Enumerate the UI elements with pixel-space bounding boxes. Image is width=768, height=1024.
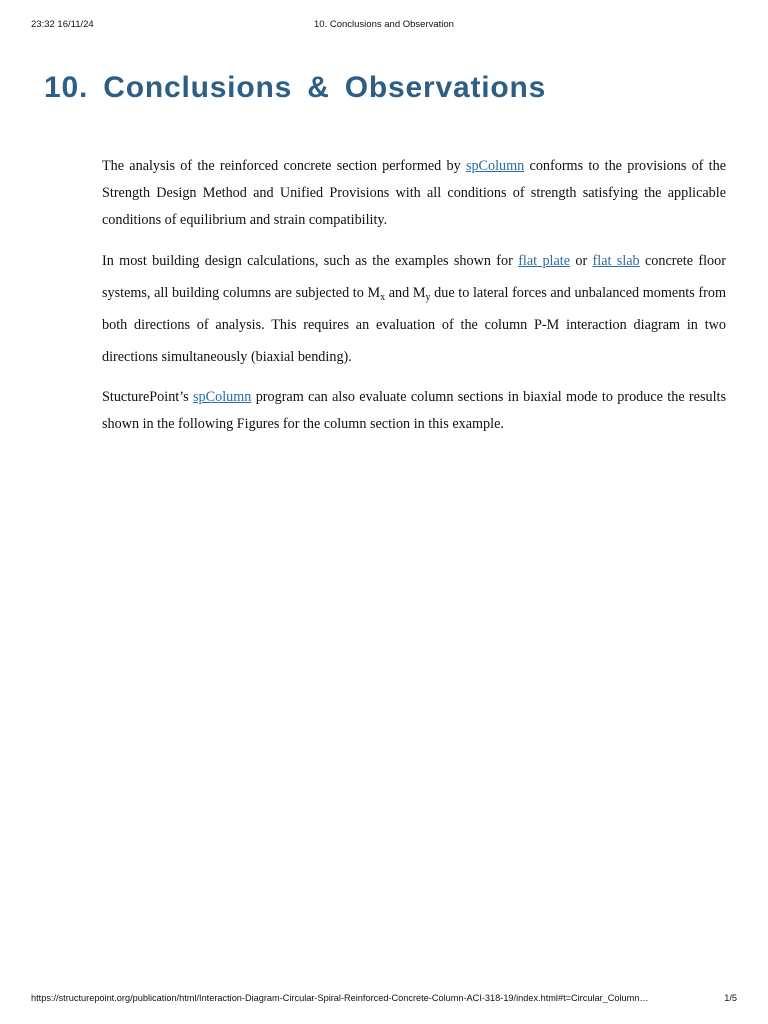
paragraph-text: and M <box>385 285 426 301</box>
paragraph-text: concrete floor systems, all building columns are subjected to M <box>102 253 726 301</box>
paragraph-biaxial-mode <box>102 384 726 438</box>
print-page-url: https://structurepoint.org/publication/html/Interaction-Diagram-Circular-Spiral-Reinforced-Concrete-Column-ACI-318-19/index.html#t=Circular_Column… <box>31 993 649 1003</box>
subscript-y: y <box>425 292 431 303</box>
spcolumn-link[interactable]: spColumn <box>465 158 525 174</box>
article-body <box>102 153 726 449</box>
paragraph-text: StucturePoint’s <box>102 389 194 405</box>
paragraph-text: program can also evaluate column sections in biaxial mode to produce the results shown in the following Figures for the column section in this example. <box>102 389 726 432</box>
paragraph-text: conforms to the provisions of the Strength Design Method and Unified Provisions with all conditions of strength satisfying the applicable conditions of equilibrium and strain compatibility. <box>102 158 726 228</box>
spcolumn-link[interactable]: spColumn <box>193 389 252 405</box>
paragraph-text: The analysis of the reinforced concrete section performed by <box>102 158 466 174</box>
print-header <box>31 19 737 33</box>
flat-plate-link[interactable]: flat plate <box>518 253 571 269</box>
page-title: 10. Conclusions & Observations <box>44 71 547 104</box>
paragraph-biaxial-bending <box>102 245 726 373</box>
print-document-title: 10. Conclusions and Observation <box>314 19 454 30</box>
print-page-number: 1/5 <box>724 993 737 1003</box>
subscript-x: x <box>380 292 386 303</box>
paragraph-text: due to lateral forces and unbalanced moments from both directions of analysis. This requires an evaluation of the column P-M interaction diagram in two directions simultaneously (biaxial bending). <box>102 285 726 365</box>
paragraph-spcolumn-conformance <box>102 153 726 234</box>
print-timestamp: 23:32 16/11/24 <box>31 19 94 30</box>
print-footer <box>31 993 737 1007</box>
flat-slab-link[interactable]: flat slab <box>592 253 640 269</box>
paragraph-text: or <box>570 253 593 269</box>
paragraph-text: In most building design calculations, such as the examples shown for <box>102 253 519 269</box>
